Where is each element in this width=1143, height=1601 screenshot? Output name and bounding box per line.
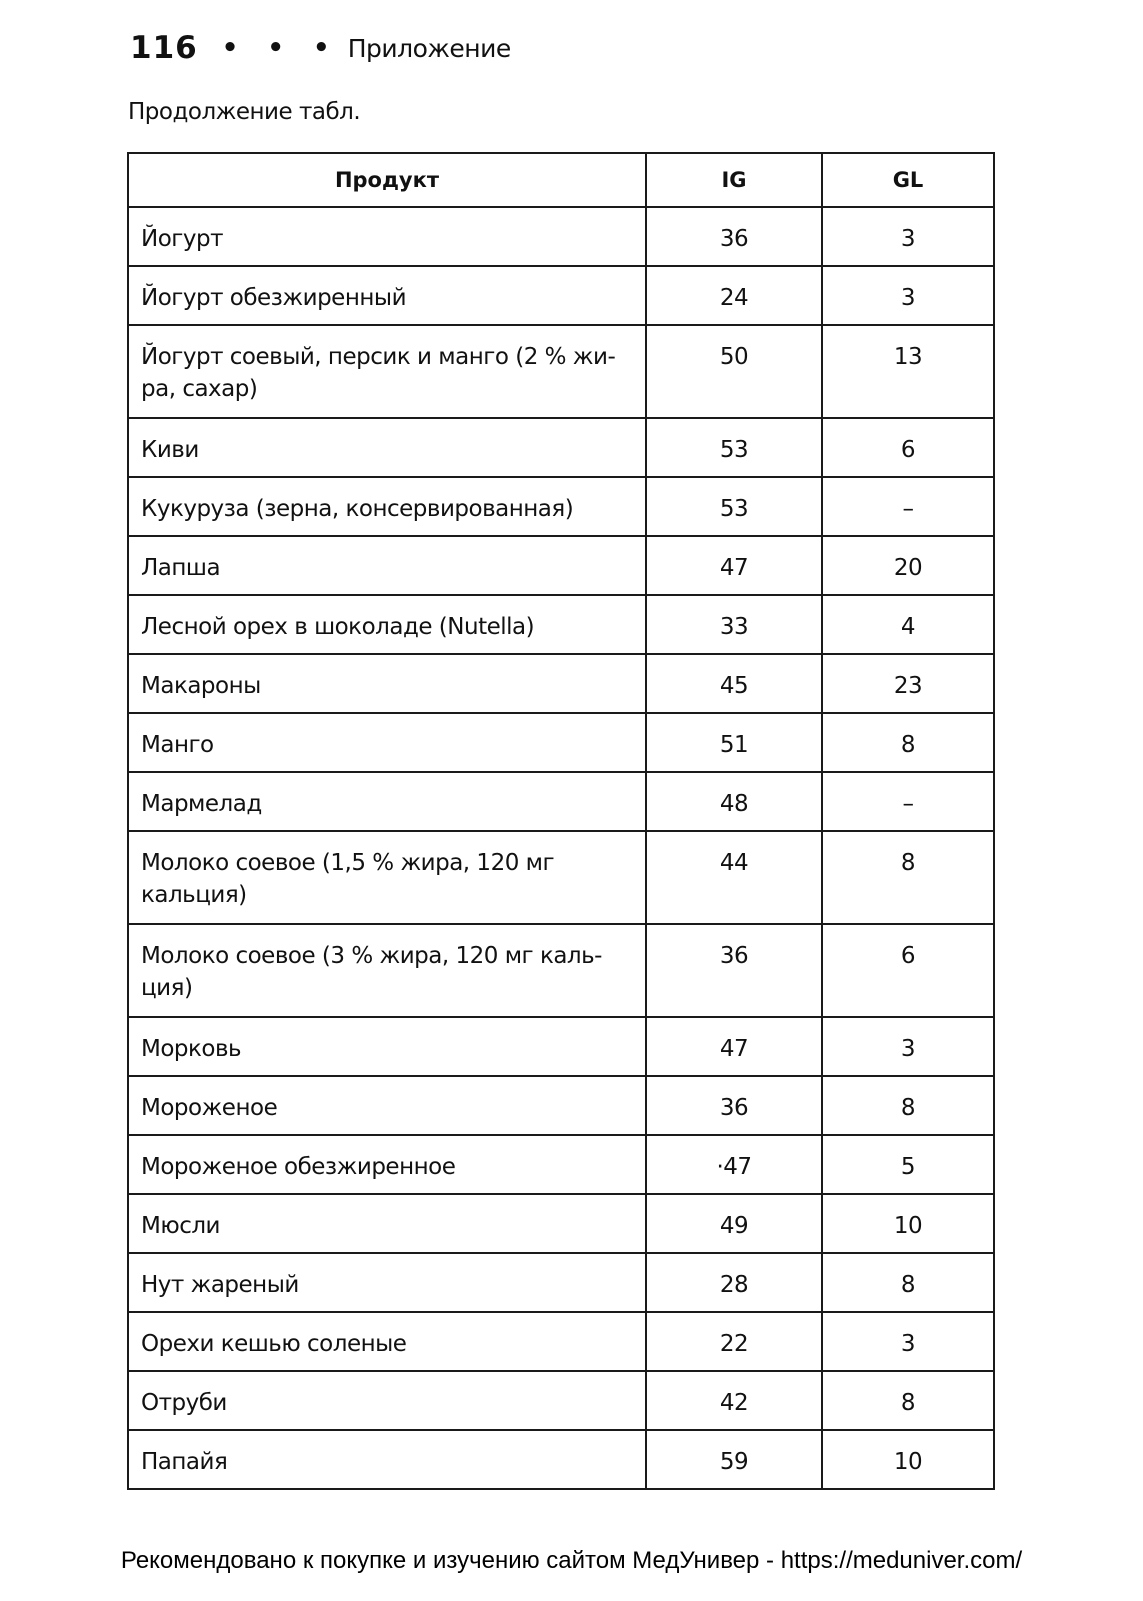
ig-cell: 49 — [646, 1194, 822, 1253]
ig-cell: 42 — [646, 1371, 822, 1430]
product-cell: Папайя — [128, 1430, 646, 1489]
gl-cell: 8 — [822, 1371, 994, 1430]
table-row — [128, 831, 994, 924]
ig-cell: 47 — [646, 1017, 822, 1076]
ig-cell: 33 — [646, 595, 822, 654]
product-cell: Мороженое — [128, 1076, 646, 1135]
product-cell: Орехи кешью соленые — [128, 1312, 646, 1371]
header-dots: • • • — [221, 33, 340, 63]
product-cell: Мороженое обезжиренное — [128, 1135, 646, 1194]
table-row — [128, 1017, 994, 1076]
product-cell: Отруби — [128, 1371, 646, 1430]
ig-cell: 45 — [646, 654, 822, 713]
product-cell: Йогурт обезжиренный — [128, 266, 646, 325]
product-cell: Кукуруза (зерна, консервированная) — [128, 477, 646, 536]
table-row — [128, 266, 994, 325]
ig-cell: 47 — [646, 536, 822, 595]
table-row — [128, 772, 994, 831]
ig-cell: 48 — [646, 772, 822, 831]
ig-cell: 59 — [646, 1430, 822, 1489]
gl-cell: – — [822, 477, 994, 536]
gl-cell: 20 — [822, 536, 994, 595]
ig-cell: 36 — [646, 924, 822, 1017]
ig-cell: 22 — [646, 1312, 822, 1371]
table-row — [128, 654, 994, 713]
page-header — [130, 30, 511, 66]
product-cell: Мюсли — [128, 1194, 646, 1253]
table-row — [128, 1312, 994, 1371]
gl-cell: 23 — [822, 654, 994, 713]
column-header-gl: GL — [822, 153, 994, 207]
section-title: Приложение — [347, 33, 511, 63]
ig-cell: 51 — [646, 713, 822, 772]
gl-cell: 3 — [822, 207, 994, 266]
table-row — [128, 1135, 994, 1194]
table-row — [128, 924, 994, 1017]
gl-cell: 3 — [822, 1017, 994, 1076]
glycemic-table — [127, 152, 995, 1490]
table-row — [128, 1371, 994, 1430]
gl-cell: 13 — [822, 325, 994, 418]
gl-cell: – — [822, 772, 994, 831]
table-caption: Продолжение табл. — [128, 99, 361, 125]
footer-note: Рекомендовано к покупке и изучению сайтом МедУнивер - https://meduniver.com/ — [120, 1547, 1023, 1574]
ig-cell: 28 — [646, 1253, 822, 1312]
product-cell: Манго — [128, 713, 646, 772]
ig-cell: ·47 — [646, 1135, 822, 1194]
product-cell: Йогурт соевый, персик и манго (2 % жи-ра, сахар) — [128, 325, 646, 418]
product-cell: Мармелад — [128, 772, 646, 831]
gl-cell: 8 — [822, 1076, 994, 1135]
product-cell: Лесной орех в шоколаде (Nutella) — [128, 595, 646, 654]
table-row — [128, 418, 994, 477]
product-cell: Киви — [128, 418, 646, 477]
table-row — [128, 713, 994, 772]
table-row — [128, 1253, 994, 1312]
ig-cell: 36 — [646, 207, 822, 266]
table-row — [128, 207, 994, 266]
ig-cell: 53 — [646, 477, 822, 536]
product-cell: Молоко соевое (3 % жира, 120 мг каль-ция) — [128, 924, 646, 1017]
ig-cell: 36 — [646, 1076, 822, 1135]
table-row — [128, 1430, 994, 1489]
ig-cell: 24 — [646, 266, 822, 325]
table-row — [128, 477, 994, 536]
table-row — [128, 536, 994, 595]
ig-cell: 44 — [646, 831, 822, 924]
gl-cell: 3 — [822, 1312, 994, 1371]
ig-cell: 53 — [646, 418, 822, 477]
gl-cell: 6 — [822, 418, 994, 477]
product-cell: Молоко соевое (1,5 % жира, 120 мг кальция) — [128, 831, 646, 924]
table-row — [128, 595, 994, 654]
column-header-product: Продукт — [128, 153, 646, 207]
product-cell: Морковь — [128, 1017, 646, 1076]
page-number: 116 — [130, 30, 198, 66]
gl-cell: 8 — [822, 1253, 994, 1312]
gl-cell: 5 — [822, 1135, 994, 1194]
table-row — [128, 1194, 994, 1253]
table-header-row — [128, 153, 994, 207]
product-cell: Лапша — [128, 536, 646, 595]
gl-cell: 3 — [822, 266, 994, 325]
product-cell: Нут жареный — [128, 1253, 646, 1312]
column-header-ig: IG — [646, 153, 822, 207]
ig-cell: 50 — [646, 325, 822, 418]
table-row — [128, 325, 994, 418]
table-row — [128, 1076, 994, 1135]
product-cell: Макароны — [128, 654, 646, 713]
gl-cell: 10 — [822, 1430, 994, 1489]
gl-cell: 4 — [822, 595, 994, 654]
gl-cell: 10 — [822, 1194, 994, 1253]
gl-cell: 6 — [822, 924, 994, 1017]
product-cell: Йогурт — [128, 207, 646, 266]
gl-cell: 8 — [822, 831, 994, 924]
gl-cell: 8 — [822, 713, 994, 772]
